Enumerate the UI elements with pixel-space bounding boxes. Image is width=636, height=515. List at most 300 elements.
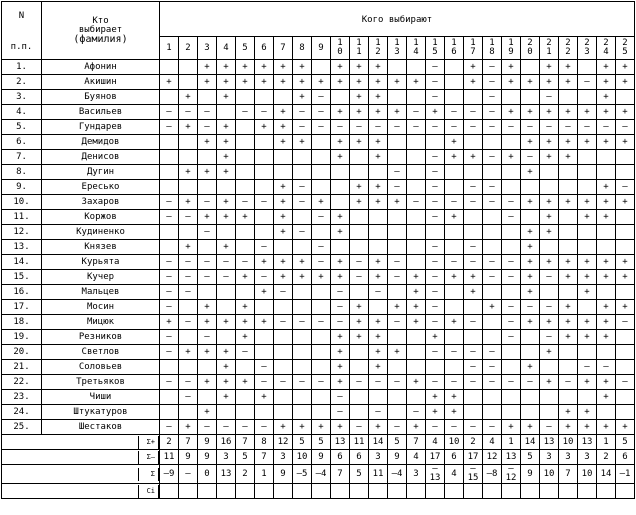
choice-cell: +	[464, 75, 483, 90]
choice-cell	[407, 255, 426, 270]
choice-cell: –	[464, 345, 483, 360]
choice-cell	[350, 360, 369, 375]
choice-cell	[179, 405, 198, 420]
choice-cell: –	[160, 285, 179, 300]
choice-cell: +	[597, 105, 616, 120]
choice-cell	[160, 180, 179, 195]
summary-cell: 9	[274, 465, 293, 484]
column-number: 1 7	[464, 37, 483, 60]
choice-cell	[483, 315, 502, 330]
choice-cell: +	[217, 120, 236, 135]
choice-cell: +	[255, 315, 274, 330]
choice-cell	[179, 180, 198, 195]
choice-cell: –	[369, 120, 388, 135]
summary-cell: 9	[179, 450, 198, 465]
choice-cell: +	[407, 270, 426, 285]
choice-cell: –	[426, 210, 445, 225]
choice-cell: –	[369, 285, 388, 300]
choice-cell	[160, 165, 179, 180]
choice-cell: –	[179, 390, 198, 405]
choice-cell: –	[559, 120, 578, 135]
choice-cell	[331, 240, 350, 255]
column-number: 2 2	[559, 37, 578, 60]
choice-cell	[160, 360, 179, 375]
choice-cell: +	[540, 195, 559, 210]
choice-cell	[559, 285, 578, 300]
row-name: Дугин	[42, 165, 160, 180]
choice-cell: +	[331, 60, 350, 75]
choice-cell	[483, 135, 502, 150]
row-name: Князев	[42, 240, 160, 255]
table-row	[2, 180, 635, 195]
table-row	[2, 135, 635, 150]
table-row	[2, 315, 635, 330]
choice-cell: +	[236, 270, 255, 285]
choice-cell: –	[350, 270, 369, 285]
choice-cell	[236, 405, 255, 420]
choice-cell: –	[312, 210, 331, 225]
choice-cell: +	[578, 105, 597, 120]
choice-cell: +	[369, 90, 388, 105]
summary-cell: 10	[293, 450, 312, 465]
choice-cell: –	[312, 255, 331, 270]
choice-cell: –	[198, 255, 217, 270]
choice-cell	[578, 300, 597, 315]
summary-cell: 5	[616, 435, 635, 450]
summary-cell: 11	[369, 465, 388, 484]
choice-cell	[407, 210, 426, 225]
choice-cell: –	[426, 315, 445, 330]
choice-cell: –	[426, 195, 445, 210]
choice-cell: +	[483, 300, 502, 315]
table-row	[2, 420, 635, 435]
summary-cell: 3	[369, 450, 388, 465]
summary-cell: 1	[502, 435, 521, 450]
choice-cell	[616, 330, 635, 345]
column-number: 8	[293, 37, 312, 60]
column-number: 2	[179, 37, 198, 60]
choice-cell: +	[578, 405, 597, 420]
column-number: 2 0	[521, 37, 540, 60]
choice-cell: +	[597, 75, 616, 90]
choice-cell: +	[369, 360, 388, 375]
summary-cell	[331, 484, 350, 499]
summary-cell: 1	[255, 465, 274, 484]
summary-cell: 4	[483, 435, 502, 450]
summary-row	[2, 484, 635, 499]
summary-cell: 5	[388, 435, 407, 450]
choice-cell	[407, 60, 426, 75]
summary-cell: –9	[160, 465, 179, 484]
choice-cell	[464, 165, 483, 180]
choice-cell	[445, 180, 464, 195]
choice-cell	[407, 345, 426, 360]
choice-cell: +	[217, 375, 236, 390]
choice-cell: +	[540, 210, 559, 225]
summary-cell: 7	[255, 450, 274, 465]
choice-cell: +	[578, 270, 597, 285]
choice-cell: –	[198, 420, 217, 435]
choice-cell	[236, 390, 255, 405]
summary-label: Σ	[138, 468, 159, 481]
choice-cell: –	[616, 180, 635, 195]
summary-cell: 17	[426, 450, 445, 465]
column-number: 1 9	[502, 37, 521, 60]
choice-cell: +	[274, 210, 293, 225]
choice-cell: –	[198, 330, 217, 345]
choice-cell: +	[274, 180, 293, 195]
choice-cell: +	[559, 405, 578, 420]
choice-cell: +	[559, 315, 578, 330]
choice-cell: +	[331, 360, 350, 375]
choice-cell: +	[160, 75, 179, 90]
choice-cell: –	[350, 420, 369, 435]
table-row	[2, 255, 635, 270]
choice-cell	[293, 285, 312, 300]
choice-cell	[483, 240, 502, 255]
choice-cell: +	[521, 420, 540, 435]
choice-cell	[445, 285, 464, 300]
choice-cell: –	[502, 300, 521, 315]
choice-cell: –	[255, 420, 274, 435]
choice-cell	[217, 105, 236, 120]
choice-cell: +	[331, 375, 350, 390]
choice-cell: –	[160, 375, 179, 390]
summary-cell: 14	[521, 435, 540, 450]
choice-cell: –	[483, 180, 502, 195]
header-chooser-line2: выбирает	[78, 24, 123, 35]
choice-cell	[578, 225, 597, 240]
choice-cell	[616, 150, 635, 165]
choice-cell: +	[616, 420, 635, 435]
choice-cell: +	[274, 105, 293, 120]
choice-cell	[312, 150, 331, 165]
choice-cell	[236, 120, 255, 135]
choice-cell: +	[293, 135, 312, 150]
choice-cell	[464, 390, 483, 405]
table-row	[2, 195, 635, 210]
choice-cell: –	[502, 195, 521, 210]
summary-cell	[179, 484, 198, 499]
choice-cell: –	[293, 375, 312, 390]
choice-cell: –	[426, 180, 445, 195]
choice-cell	[312, 405, 331, 420]
choice-cell	[616, 240, 635, 255]
choice-cell	[350, 150, 369, 165]
choice-cell: –	[464, 255, 483, 270]
header-number-bottom: п.п.	[10, 41, 33, 52]
choice-cell: –	[445, 195, 464, 210]
choice-cell: +	[521, 315, 540, 330]
choice-cell: –	[407, 195, 426, 210]
choice-cell	[483, 405, 502, 420]
choice-cell	[445, 60, 464, 75]
summary-cell: 2	[236, 465, 255, 484]
choice-cell: –	[388, 420, 407, 435]
table-row	[2, 75, 635, 90]
summary-cell: 6	[350, 450, 369, 465]
column-number: 1 4	[407, 37, 426, 60]
summary-spacer	[2, 484, 160, 499]
row-name: Акишин	[42, 75, 160, 90]
summary-cell: 13	[578, 435, 597, 450]
choice-cell: –	[540, 300, 559, 315]
choice-cell	[559, 345, 578, 360]
column-number: 1 8	[483, 37, 502, 60]
choice-cell	[502, 165, 521, 180]
choice-cell: +	[540, 105, 559, 120]
choice-cell	[255, 225, 274, 240]
choice-cell	[559, 165, 578, 180]
choice-cell: –	[502, 120, 521, 135]
choice-cell: +	[331, 330, 350, 345]
choice-cell	[255, 180, 274, 195]
choice-cell: –	[483, 105, 502, 120]
choice-cell	[502, 180, 521, 195]
choice-cell: –	[578, 360, 597, 375]
summary-cell: 2	[464, 435, 483, 450]
choice-cell	[274, 165, 293, 180]
choice-cell	[616, 225, 635, 240]
choice-cell	[559, 180, 578, 195]
choice-cell: –	[407, 105, 426, 120]
choice-cell	[445, 165, 464, 180]
choice-cell	[331, 180, 350, 195]
choice-cell: –	[483, 90, 502, 105]
choice-cell	[464, 90, 483, 105]
choice-cell: +	[198, 300, 217, 315]
choice-cell	[616, 345, 635, 360]
summary-cell: – 12	[502, 465, 521, 484]
choice-cell: –	[198, 195, 217, 210]
choice-cell: +	[350, 135, 369, 150]
choice-cell: –	[388, 180, 407, 195]
choice-cell: –	[502, 210, 521, 225]
choice-cell	[578, 345, 597, 360]
choice-cell: +	[293, 420, 312, 435]
choice-cell: –	[426, 345, 445, 360]
choice-cell: +	[198, 135, 217, 150]
row-number: 17.	[2, 300, 42, 315]
choice-cell	[407, 225, 426, 240]
table-row	[2, 330, 635, 345]
choice-cell: +	[293, 270, 312, 285]
summary-cell: 13	[540, 435, 559, 450]
choice-cell: +	[350, 330, 369, 345]
column-number: 1	[160, 37, 179, 60]
choice-cell: –	[293, 225, 312, 240]
summary-cell: –8	[483, 465, 502, 484]
choice-cell: +	[274, 120, 293, 135]
choice-cell: +	[540, 255, 559, 270]
choice-cell	[255, 345, 274, 360]
choice-cell: –	[255, 105, 274, 120]
choice-cell: –	[179, 285, 198, 300]
row-number: 7.	[2, 150, 42, 165]
choice-cell	[293, 330, 312, 345]
choice-cell	[274, 360, 293, 375]
choice-cell	[350, 390, 369, 405]
choice-cell: –	[255, 375, 274, 390]
choice-cell: +	[597, 330, 616, 345]
choice-cell	[597, 165, 616, 180]
summary-cell: 1	[597, 435, 616, 450]
column-number: 7	[274, 37, 293, 60]
choice-cell	[198, 360, 217, 375]
choice-cell	[388, 210, 407, 225]
choice-cell: +	[445, 315, 464, 330]
choice-cell: +	[464, 270, 483, 285]
choice-cell	[160, 390, 179, 405]
choice-cell	[597, 345, 616, 360]
choice-cell	[198, 390, 217, 405]
choice-cell: –	[331, 405, 350, 420]
choice-cell: +	[616, 255, 635, 270]
choice-cell	[255, 165, 274, 180]
choice-cell: +	[217, 390, 236, 405]
choice-cell	[502, 390, 521, 405]
choice-cell: –	[217, 255, 236, 270]
column-number: 1 2	[369, 37, 388, 60]
summary-cell: 9	[198, 450, 217, 465]
choice-cell	[160, 225, 179, 240]
row-number: 24.	[2, 405, 42, 420]
choice-cell	[388, 285, 407, 300]
choice-cell: –	[540, 120, 559, 135]
choice-cell: +	[445, 135, 464, 150]
table-row	[2, 150, 635, 165]
choice-cell: +	[407, 420, 426, 435]
choice-cell: –	[293, 315, 312, 330]
choice-cell: +	[369, 150, 388, 165]
choice-cell: –	[236, 420, 255, 435]
summary-cell: 9	[198, 435, 217, 450]
row-name: Мальцев	[42, 285, 160, 300]
header-chosen-title: Кого выбирают	[361, 15, 433, 25]
summary-cell: 3	[217, 450, 236, 465]
choice-cell	[312, 300, 331, 315]
choice-cell: –	[597, 360, 616, 375]
choice-cell	[350, 285, 369, 300]
choice-cell	[597, 225, 616, 240]
summary-cell	[388, 484, 407, 499]
choice-cell	[255, 150, 274, 165]
column-number: 1 6	[445, 37, 464, 60]
choice-cell: +	[369, 345, 388, 360]
choice-cell: +	[217, 165, 236, 180]
choice-cell: +	[217, 360, 236, 375]
choice-cell: –	[464, 360, 483, 375]
summary-spacer	[2, 465, 160, 484]
row-number: 2.	[2, 75, 42, 90]
choice-cell: –	[236, 195, 255, 210]
summary-cell: 6	[616, 450, 635, 465]
choice-cell: –	[616, 315, 635, 330]
choice-cell	[521, 60, 540, 75]
choice-cell: +	[217, 345, 236, 360]
choice-cell	[293, 300, 312, 315]
choice-cell: +	[540, 375, 559, 390]
choice-cell: +	[198, 60, 217, 75]
choice-cell	[198, 150, 217, 165]
choice-cell: +	[236, 210, 255, 225]
choice-cell	[464, 225, 483, 240]
choice-cell	[445, 360, 464, 375]
choice-cell	[388, 150, 407, 165]
row-number: 10.	[2, 195, 42, 210]
choice-cell	[521, 210, 540, 225]
choice-cell: +	[597, 420, 616, 435]
column-number: 1 3	[388, 37, 407, 60]
choice-cell: +	[616, 195, 635, 210]
row-number: 25.	[2, 420, 42, 435]
choice-cell	[578, 390, 597, 405]
choice-cell: +	[521, 360, 540, 375]
choice-cell: –	[388, 375, 407, 390]
choice-cell: +	[445, 150, 464, 165]
summary-cell	[369, 484, 388, 499]
summary-cell	[160, 484, 179, 499]
summary-row	[2, 465, 635, 484]
choice-cell: +	[464, 60, 483, 75]
choice-cell	[236, 165, 255, 180]
choice-cell: +	[369, 105, 388, 120]
choice-cell	[483, 165, 502, 180]
choice-cell: +	[445, 390, 464, 405]
choice-cell: –	[616, 375, 635, 390]
choice-cell: +	[350, 75, 369, 90]
summary-cell: 7	[331, 465, 350, 484]
table-row	[2, 390, 635, 405]
choice-cell: +	[350, 300, 369, 315]
choice-cell: +	[331, 75, 350, 90]
choice-cell: +	[312, 270, 331, 285]
choice-cell: –	[578, 75, 597, 90]
choice-cell: +	[369, 270, 388, 285]
choice-cell	[217, 330, 236, 345]
choice-cell: +	[255, 60, 274, 75]
choice-cell	[388, 225, 407, 240]
summary-cell: 5	[350, 465, 369, 484]
summary-cell: 9	[388, 450, 407, 465]
choice-cell	[445, 90, 464, 105]
choice-cell	[502, 285, 521, 300]
choice-cell: +	[198, 405, 217, 420]
choice-cell: +	[559, 300, 578, 315]
choice-cell: –	[521, 150, 540, 165]
choice-cell: –	[274, 315, 293, 330]
header-number	[2, 2, 42, 60]
choice-cell: +	[426, 390, 445, 405]
row-name: Буянов	[42, 90, 160, 105]
summary-cell: 7	[559, 465, 578, 484]
choice-cell: +	[502, 75, 521, 90]
choice-cell	[198, 90, 217, 105]
choice-cell: +	[597, 195, 616, 210]
choice-cell: +	[388, 195, 407, 210]
choice-cell: –	[445, 120, 464, 135]
row-number: 12.	[2, 225, 42, 240]
choice-cell: –	[483, 120, 502, 135]
choice-cell: –	[464, 180, 483, 195]
choice-cell	[179, 225, 198, 240]
choice-cell: +	[540, 135, 559, 150]
choice-cell: –	[160, 105, 179, 120]
table-row	[2, 300, 635, 315]
summary-cell: 3	[578, 450, 597, 465]
choice-cell: –	[578, 120, 597, 135]
choice-cell: +	[255, 285, 274, 300]
